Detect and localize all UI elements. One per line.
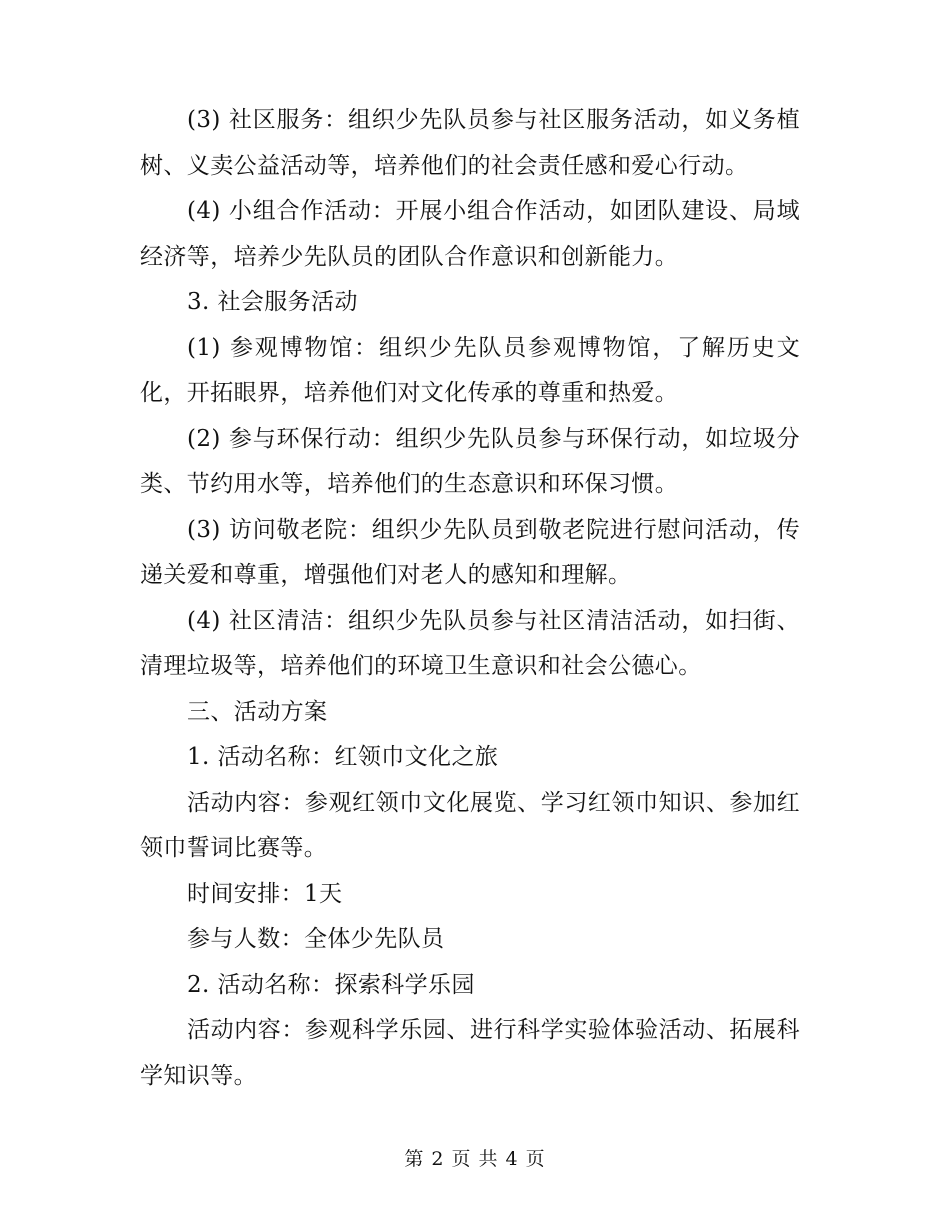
paragraph: (1) 参观博物馆：组织少先队员参观博物馆，了解历史文化，开拓眼界，培养他们对文化传承的尊重和热爱。 [140, 334, 800, 406]
activity-content: 活动内容：参观红领巾文化展览、学习红领巾知识、参加红领巾誓词比赛等。 [140, 789, 800, 861]
activity-participants: 参与人数：全体少先队员 [187, 926, 445, 952]
paragraph: (3) 访问敬老院：组织少先队员到敬老院进行慰问活动，传递关爱和尊重，增强他们对老人的感知和理解。 [140, 516, 800, 588]
document-body [140, 98, 800, 1099]
activity-name: 2. 活动名称：探索科学乐园 [187, 971, 475, 998]
activity-time: 时间安排：1天 [187, 880, 343, 907]
page-number-footer: 第 2 页 共 4 页 [404, 1148, 546, 1170]
activity-name: 1. 活动名称：红领巾文化之旅 [187, 744, 499, 770]
paragraph: (3) 社区服务：组织少先队员参与社区服务活动，如义务植树、义卖公益活动等，培养他们的社会责任感和爱心行动。 [140, 107, 800, 179]
paragraph: (4) 小组合作活动：开展小组合作活动，如团队建设、局域经济等，培养少先队员的团队合作意识和创新能力。 [140, 198, 800, 270]
section-heading: 3. 社会服务活动 [187, 289, 358, 315]
paragraph: (4) 社区清洁：组织少先队员参与社区清洁活动，如扫街、清理垃圾等，培养他们的环境卫生意识和社会公德心。 [140, 607, 800, 679]
paragraph: (2) 参与环保行动：组织少先队员参与环保行动，如垃圾分类、节约用水等，培养他们的生态意识和环保习惯。 [140, 425, 800, 497]
activity-content: 活动内容：参观科学乐园、进行科学实验体验活动、拓展科学知识等。 [140, 1017, 800, 1089]
section-heading: 三、活动方案 [187, 698, 328, 725]
